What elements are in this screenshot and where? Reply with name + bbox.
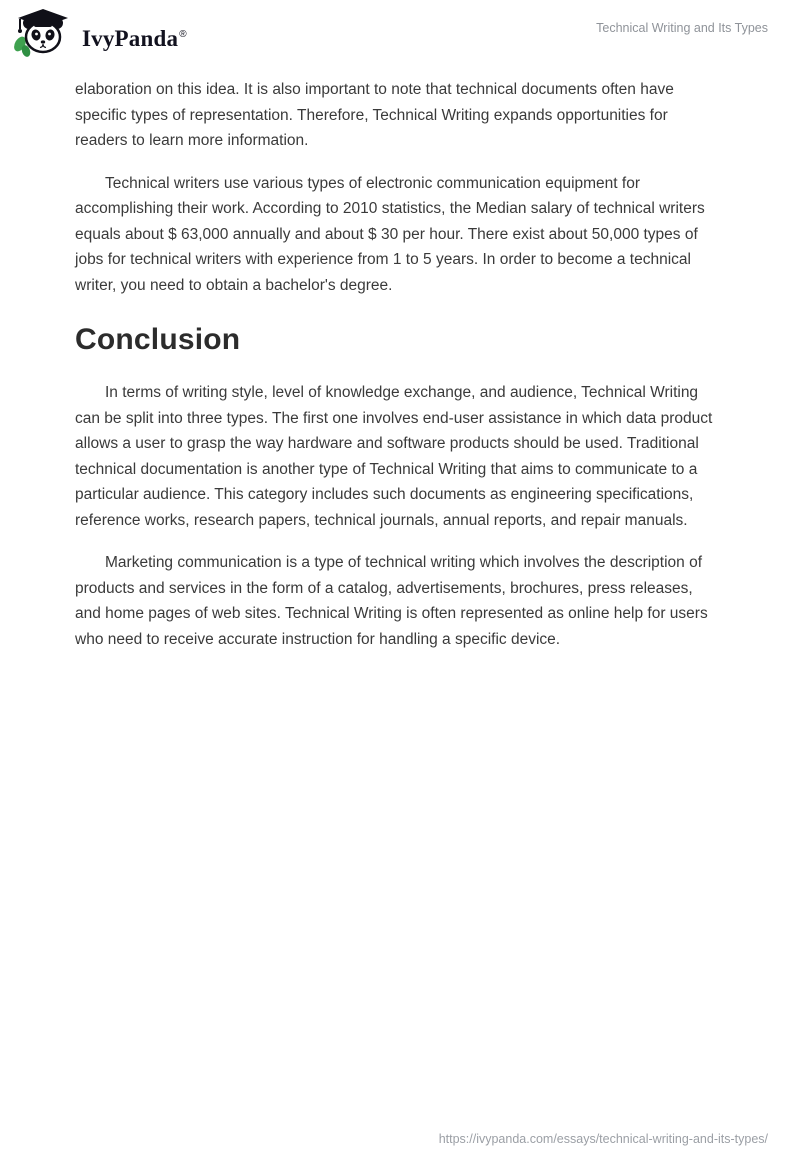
- page-header: [0, 0, 800, 64]
- section-heading-conclusion: Conclusion: [75, 323, 241, 356]
- registered-mark: ®: [179, 28, 187, 40]
- paragraph: Marketing communication is a type of technical writing which involves the description of products and services in the form of a catalog, advertisements, brochures, press releases, and home pages of web sites. Technical Writing is often represented as online help for users who need to receive accurate instruction for handling a specific device.: [75, 554, 708, 648]
- paragraph: Technical writers use various types of electronic communication equipment for accomplishing their work. According to 2010 statistics, the Median salary of technical writers equals about $ 63,000 annually and about $ 30 per hour. There exist about 50,000 types of jobs for technical writers with experience from 1 to 5 years. In order to become a technical writer, you need to obtain a bachelor's degree.: [75, 174, 705, 294]
- document-title: Technical Writing and Its Types: [596, 21, 768, 35]
- panda-graduate-logo-icon: [12, 6, 74, 65]
- paragraph: In terms of writing style, level of knowledge exchange, and audience, Technical Writing can be split into three types. The first one involves end-user assistance in which data product allows a user to grasp the way hardware and software products should be used. Traditional technical documentation is another type of Technical Writing that aims to communicate to a particular audience. This category includes such documents as engineering specifications, reference works, research papers, technical journals, annual reports, and repair manuals.: [75, 384, 713, 529]
- brand-wordmark: IvyPanda®: [82, 25, 187, 51]
- ivypanda-logo-link[interactable]: [12, 6, 187, 65]
- source-url[interactable]: https://ivypanda.com/essays/technical-writing-and-its-types/: [438, 1132, 768, 1146]
- document-body: [0, 64, 800, 652]
- paragraph: elaboration on this idea. It is also important to note that technical documents often have specific types of representation. Therefore, Technical Writing expands opportunities for readers to learn more information.: [75, 81, 674, 149]
